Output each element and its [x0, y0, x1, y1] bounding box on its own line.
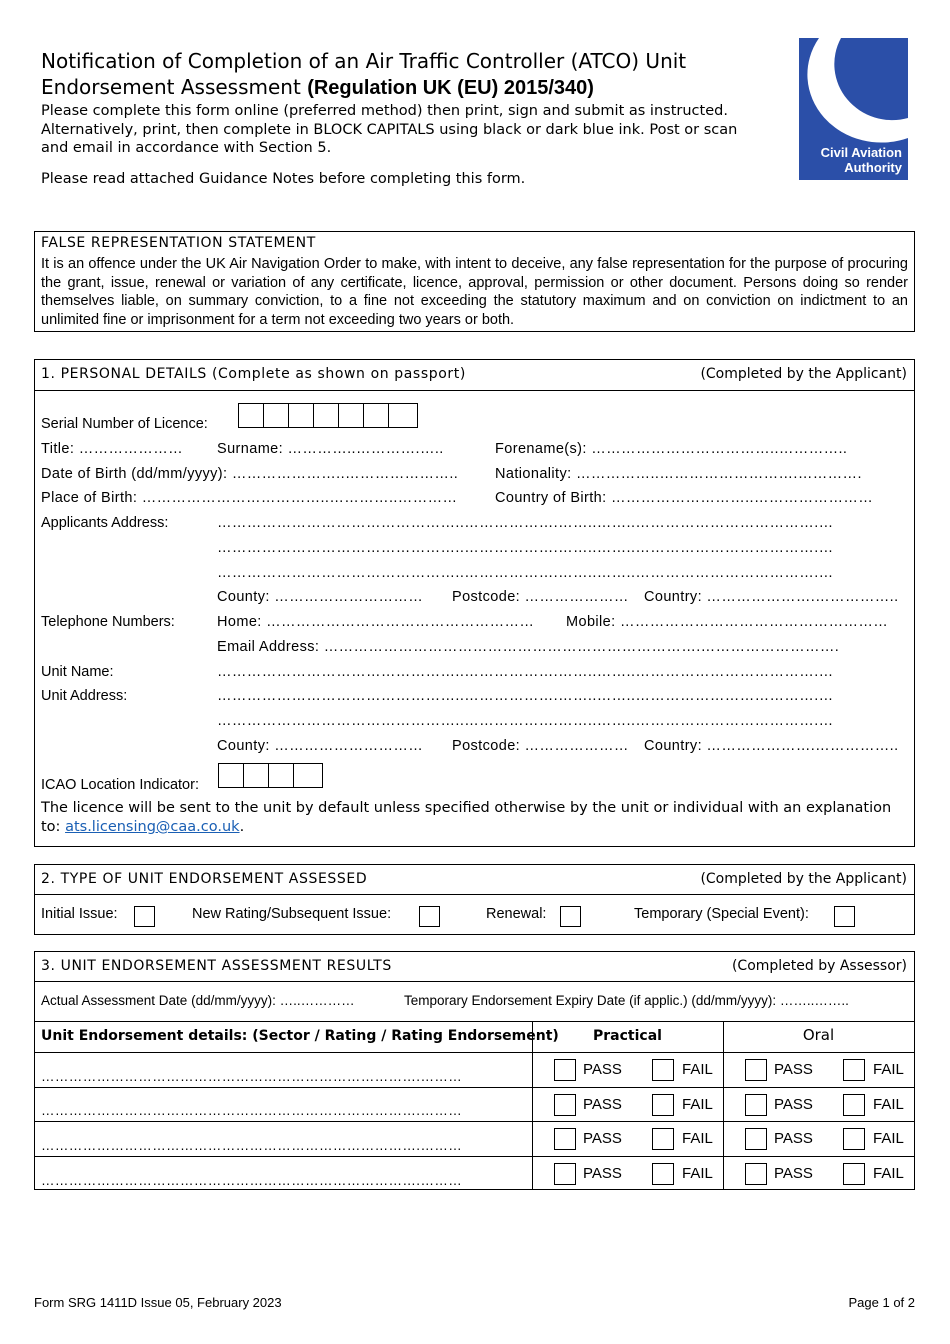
address-line-1[interactable]: …………………………………………..……………….……..……..……………………………….… [217, 515, 834, 531]
address-country-field[interactable]: Country: ………………….…………….. [644, 589, 899, 605]
pass-label: PASS [583, 1061, 622, 1078]
serial-number-label: Serial Number of Licence: [41, 416, 208, 432]
section3-heading: 3. UNIT ENDORSEMENT ASSESSMENT RESULTS [41, 958, 392, 974]
serial-number-input[interactable] [238, 403, 418, 428]
endorsement-detail-field[interactable]: ……………………………………………………………………….……… [41, 1138, 463, 1153]
icao-input[interactable] [218, 763, 323, 788]
practical-fail-checkbox[interactable] [652, 1128, 674, 1150]
pass-label: PASS [774, 1130, 813, 1147]
section2-heading: 2. TYPE OF UNIT ENDORSEMENT ASSESSED [41, 871, 368, 887]
telephone-label: Telephone Numbers: [41, 614, 175, 630]
nationality-field[interactable]: Nationality: ……………..……………………….…………. [495, 466, 862, 482]
false-rep-text: It is an offence under the UK Air Navigation Order to make, with intent to deceive, any false representation for the purpose of procuring the grant, issue, renewal or variation of any certificate, licence, approval, permission or other document. Persons doing so render themselves liable, on summary conviction, to a fine not exceeding the statutory maximum and on conviction on indictment to an unlimited fine or imprisonment for a term not exceeding two years or both. [41, 256, 908, 328]
mobile-phone-field[interactable]: Mobile: ……………………………………………… [566, 614, 889, 630]
temporary-checkbox[interactable] [834, 906, 855, 927]
practical-header: Practical [593, 1028, 662, 1044]
assessment-results-section [34, 951, 915, 1190]
unit-postcode-field[interactable]: Postcode: ………………… [452, 738, 629, 754]
practical-pass-checkbox[interactable] [554, 1128, 576, 1150]
oral-pass-checkbox[interactable] [745, 1163, 767, 1185]
oral-fail-checkbox[interactable] [843, 1059, 865, 1081]
fail-label: FAIL [682, 1096, 713, 1113]
section1-completed-by: (Completed by the Applicant) [700, 366, 907, 382]
fail-label: FAIL [873, 1165, 904, 1182]
fail-label: FAIL [682, 1061, 713, 1078]
renewal-label: Renewal: [486, 906, 547, 922]
fail-label: FAIL [873, 1130, 904, 1147]
practical-pass-checkbox[interactable] [554, 1163, 576, 1185]
renewal-checkbox[interactable] [560, 906, 581, 927]
pass-label: PASS [774, 1165, 813, 1182]
new-rating-label: New Rating/Subsequent Issue: [192, 906, 392, 922]
page-number: Page 1 of 2 [848, 1295, 915, 1310]
icao-label: ICAO Location Indicator: [41, 777, 199, 793]
licence-note: The licence will be sent to the unit by default unless specified otherwise by the unit or individual with an explanation to: ats.licensing@caa.co.uk. [41, 800, 892, 835]
personal-details-section [34, 359, 915, 847]
temporary-label: Temporary (Special Event): [634, 906, 809, 922]
place-of-birth-field[interactable]: Place of Birth: ………………………………..…………..………… [41, 490, 458, 506]
initial-issue-label: Initial Issue: [41, 906, 118, 922]
oral-pass-checkbox[interactable] [745, 1059, 767, 1081]
address-county-field[interactable]: County: ………………………… [217, 589, 424, 605]
oral-pass-checkbox[interactable] [745, 1094, 767, 1116]
section3-completed-by: (Completed by Assessor) [731, 958, 907, 974]
country-of-birth-field[interactable]: Country of Birth: ………………………..…………………… [495, 490, 874, 506]
endorsement-detail-field[interactable]: ……………………………………………………………………….……… [41, 1173, 463, 1188]
licensing-email-link[interactable]: ats.licensing@caa.co.uk [65, 819, 240, 835]
initial-issue-checkbox[interactable] [134, 906, 155, 927]
unit-name-label: Unit Name: [41, 664, 114, 680]
pass-label: PASS [583, 1165, 622, 1182]
practical-fail-checkbox[interactable] [652, 1163, 674, 1185]
address-line-3[interactable]: …………………………………………..……………….……..……..……………………………….… [217, 565, 834, 581]
unit-county-field[interactable]: County: ………………………… [217, 738, 424, 754]
oral-fail-checkbox[interactable] [843, 1094, 865, 1116]
fail-label: FAIL [682, 1165, 713, 1182]
section2-completed-by: (Completed by the Applicant) [700, 871, 907, 887]
oral-fail-checkbox[interactable] [843, 1128, 865, 1150]
endorsement-detail-field[interactable]: ……………………………………………………………………….……… [41, 1103, 463, 1118]
dob-field[interactable]: Date of Birth (dd/mm/yyyy): …………………..………………….. [41, 466, 459, 482]
caa-logo [799, 38, 908, 180]
pass-label: PASS [583, 1096, 622, 1113]
endorsement-type-section [34, 864, 915, 935]
address-line-2[interactable]: …………………………………………..……………….……..……..……………………………….… [217, 540, 834, 556]
caa-logo-text: Civil Aviation Authority [820, 145, 902, 175]
email-field[interactable]: Email Address: ………………………………………………………………….………………………. [217, 639, 840, 655]
practical-fail-checkbox[interactable] [652, 1094, 674, 1116]
forename-field[interactable]: Forename(s): ………………………………..………….. [495, 441, 848, 457]
unit-address-line-1[interactable]: …………………………………………..……………….……..……..……………………………….… [217, 688, 834, 704]
address-postcode-field[interactable]: Postcode: ………………… [452, 589, 629, 605]
unit-name-field[interactable]: …………………………………………..……………….……..……..……………………………….… [217, 664, 834, 680]
practical-fail-checkbox[interactable] [652, 1059, 674, 1081]
fail-label: FAIL [873, 1096, 904, 1113]
practical-pass-checkbox[interactable] [554, 1094, 576, 1116]
oral-pass-checkbox[interactable] [745, 1128, 767, 1150]
unit-address-line-2[interactable]: …………………………………………..……………….……..……..……………………………….… [217, 713, 834, 729]
section1-heading: 1. PERSONAL DETAILS (Complete as shown on passport) [41, 366, 466, 382]
false-representation-box [34, 231, 915, 332]
unit-country-field[interactable]: Country: ………………….…………….. [644, 738, 899, 754]
oral-fail-checkbox[interactable] [843, 1163, 865, 1185]
pass-label: PASS [583, 1130, 622, 1147]
form-id: Form SRG 1411D Issue 05, February 2023 [34, 1295, 282, 1310]
fail-label: FAIL [682, 1130, 713, 1147]
false-rep-heading: FALSE REPRESENTATION STATEMENT [41, 235, 316, 251]
guidance-note: Please read attached Guidance Notes before completing this form. [41, 171, 526, 187]
oral-header: Oral [802, 1026, 835, 1044]
surname-field[interactable]: Surname: …………..………….….. [217, 441, 444, 457]
unit-address-label: Unit Address: [41, 688, 128, 704]
assessment-date-field[interactable]: Actual Assessment Date (dd/mm/yyyy): …..………… [41, 993, 355, 1008]
instructions: Please complete this form online (preferred method) then print, sign and submit as instructed. Alternatively, print, then complete in BLOCK CAPITALS using black or dark blue ink. Post or scan and email in accordance with Section 5. [41, 103, 738, 156]
pass-label: PASS [774, 1096, 813, 1113]
endorsement-details-header: Unit Endorsement details: (Sector / Rating / Rating Endorsement) [41, 1028, 559, 1044]
title-field[interactable]: Title: ………………… [41, 441, 184, 457]
new-rating-checkbox[interactable] [419, 906, 440, 927]
practical-pass-checkbox[interactable] [554, 1059, 576, 1081]
expiry-date-field[interactable]: Temporary Endorsement Expiry Date (if applic.) (dd/mm/yyyy): ……..…….. [404, 993, 849, 1008]
home-phone-field[interactable]: Home: ……………………………………………… [217, 614, 535, 630]
fail-label: FAIL [873, 1061, 904, 1078]
form-title: Notification of Completion of an Air Traffic Controller (ATCO) Unit Endorsement Assessment (Regulation UK (EU) 2015/340) [41, 49, 687, 99]
pass-label: PASS [774, 1061, 813, 1078]
endorsement-detail-field[interactable]: ……………………………………………………………………….……… [41, 1069, 463, 1084]
applicant-address-label: Applicants Address: [41, 515, 169, 531]
